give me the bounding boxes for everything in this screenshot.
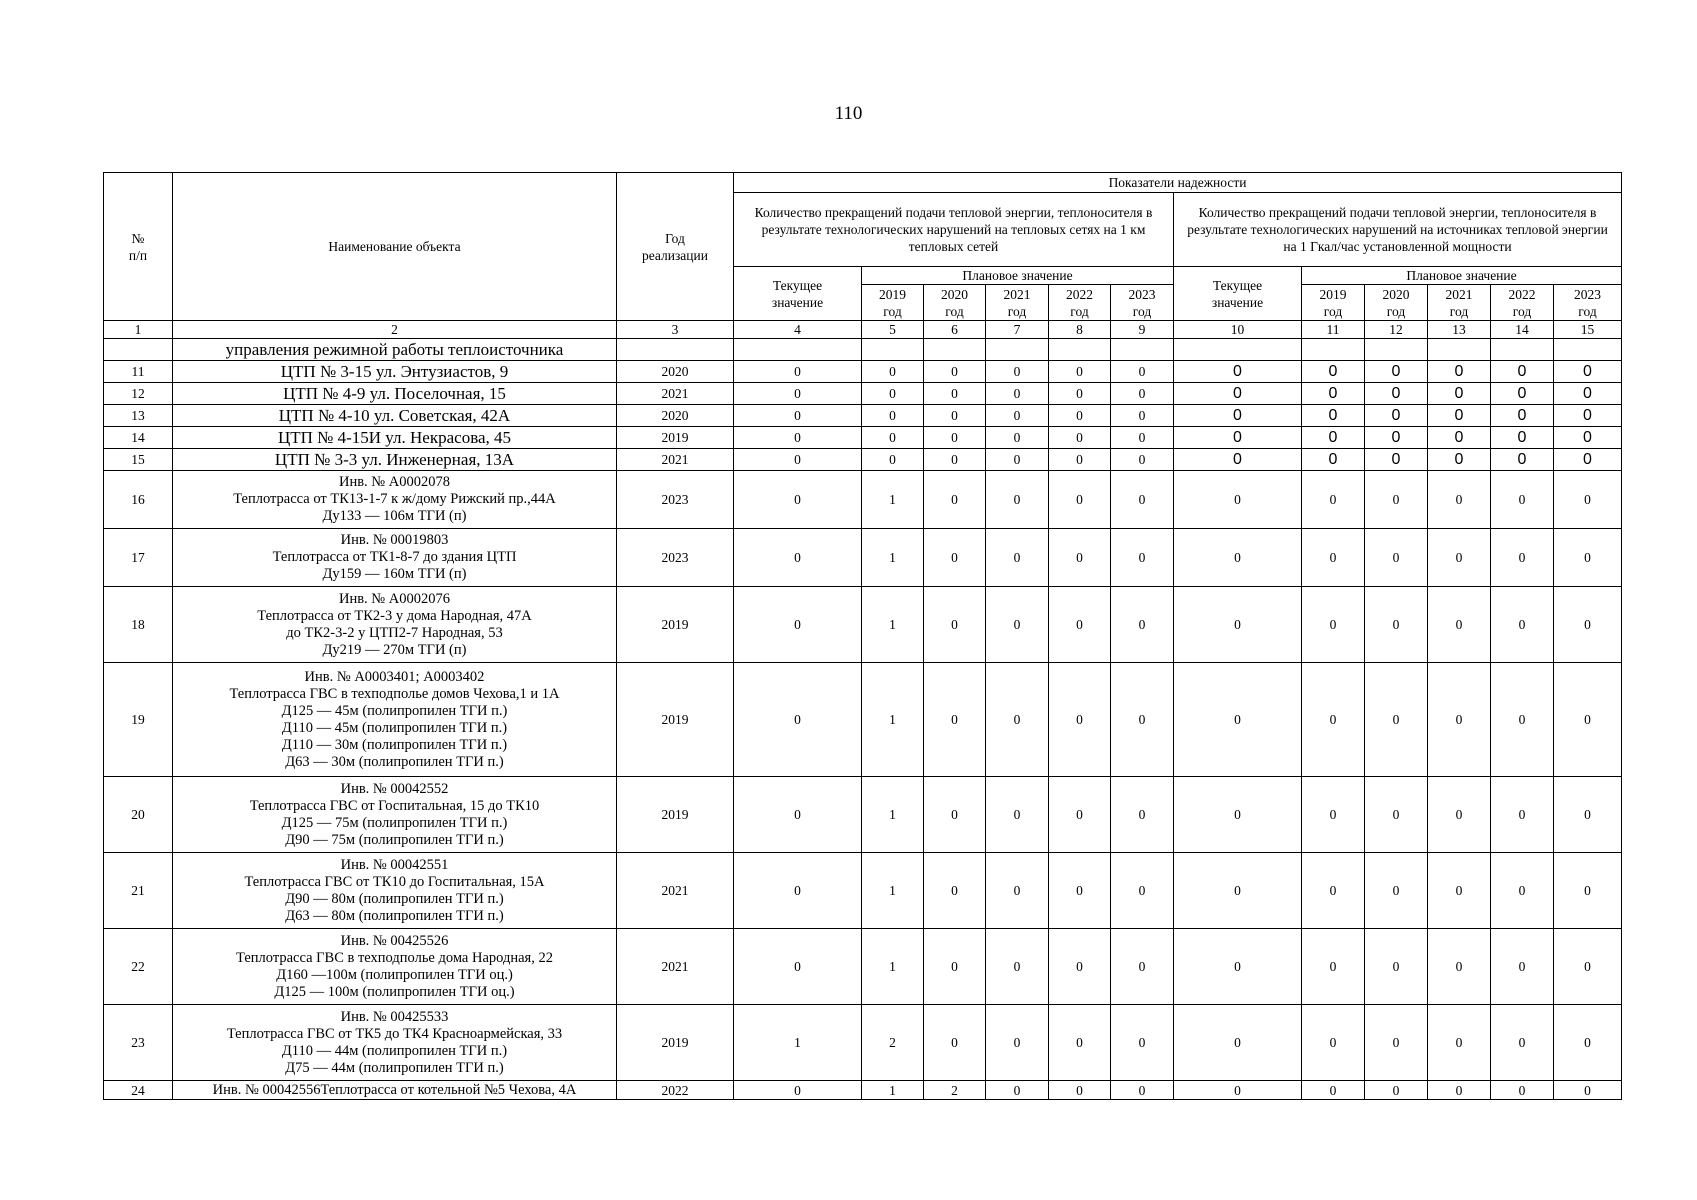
column-number: 2 [173,321,617,339]
value-cell: 0 [1428,587,1491,663]
value-cell: 0 [986,1005,1049,1081]
value-cell: 0 [862,449,924,471]
value-cell: 0 [1302,529,1365,587]
value-cell: 0 [1049,405,1111,427]
value-cell: 0 [862,405,924,427]
value-cell: 0 [1428,777,1491,853]
value-cell: 0 [734,1081,862,1100]
object-name [173,853,617,929]
value-cell: 0 [1428,383,1491,405]
value-cell: 0 [924,1005,986,1081]
value-cell: 0 [1365,1081,1428,1100]
value-cell: 0 [1428,529,1491,587]
value-cell: 0 [1302,427,1365,449]
object-name [173,1005,617,1081]
value-cell: 0 [1428,1005,1491,1081]
object-name-line: Д125 — 100м (полипропилен ТГИ оц.) [274,983,515,1000]
table-row [104,529,1622,587]
row-number: 24 [104,1081,173,1100]
value-cell: 0 [1049,361,1111,383]
value-cell: 0 [1428,449,1491,471]
value-cell: 0 [1365,1005,1428,1081]
value-cell: 0 [1174,929,1302,1005]
value-cell: 0 [734,529,862,587]
object-name-line: Д90 — 75м (полипропилен ТГИ п.) [285,831,504,848]
value-cell: 0 [986,587,1049,663]
table-row [104,471,1622,529]
value-cell: 0 [1302,361,1365,383]
object-name-line: Теплотрасса ГВС от ТК10 до Госпитальная, 15А [244,873,545,890]
column-number: 5 [862,321,924,339]
value-cell: 0 [1111,1081,1174,1100]
value-cell: 0 [1365,361,1428,383]
value-cell: 0 [1554,777,1622,853]
header-planned-1: Плановое значение [862,267,1174,285]
value-cell: 0 [1302,449,1365,471]
continuation-row [104,339,1622,361]
value-cell: 0 [986,427,1049,449]
row-number: 12 [104,383,173,405]
continuation-text: управления режимной работы теплоисточника [173,339,617,361]
value-cell: 0 [1111,929,1174,1005]
object-name [173,529,617,587]
value-cell: 0 [734,427,862,449]
column-number: 10 [1174,321,1302,339]
value-cell: 0 [1554,1005,1622,1081]
value-cell: 0 [1365,663,1428,777]
value-cell: 0 [1554,383,1622,405]
value-cell: 0 [1174,471,1302,529]
header-year-cell: 2023 год [1111,285,1174,321]
implementation-year: 2021 [617,853,734,929]
header-year: Год реализации [617,173,734,321]
implementation-year: 2019 [617,427,734,449]
object-name-line: Д110 — 30м (полипропилен ТГИ п.) [281,736,508,753]
value-cell: 0 [1174,663,1302,777]
value-cell: 1 [862,587,924,663]
value-cell: 0 [924,361,986,383]
value-cell: 0 [1554,427,1622,449]
value-cell: 0 [1111,587,1174,663]
value-cell: 0 [1174,383,1302,405]
implementation-year: 2019 [617,663,734,777]
value-cell: 0 [1302,1081,1365,1100]
value-cell: 1 [862,853,924,929]
value-cell: 0 [1365,929,1428,1005]
value-cell: 0 [986,449,1049,471]
header-year-cell: 2020 год [1365,285,1428,321]
implementation-year: 2021 [617,383,734,405]
value-cell: 0 [1111,405,1174,427]
value-cell: 0 [1365,383,1428,405]
value-cell: 2 [862,1005,924,1081]
object-name-line: Ду159 — 160м ТГИ (п) [322,566,467,582]
object-name [173,663,617,777]
value-cell: 0 [924,471,986,529]
object-name-line: Теплотрасса ГВС в техподполье дома Народная, 22 [236,949,553,966]
value-cell: 0 [1049,663,1111,777]
value-cell: 0 [1554,929,1622,1005]
object-name-line: Ду133 — 106м ТГИ (п) [322,508,467,524]
value-cell: 0 [1302,853,1365,929]
value-cell: 0 [1049,383,1111,405]
value-cell: 0 [1302,929,1365,1005]
value-cell: 0 [924,449,986,471]
value-cell: 0 [1049,449,1111,471]
value-cell: 0 [1111,427,1174,449]
value-cell: 0 [1049,427,1111,449]
object-name-line: Теплотрасса ГВС в техподполье домов Чехова,1 и 1А [229,685,560,702]
value-cell: 0 [1491,1005,1554,1081]
header-group-sources: Количество прекращений подачи тепловой энергии, теплоносителя в результате технологических нарушений на источниках тепловой энергии на 1 Гкал/час установленной мощности [1174,193,1622,267]
value-cell: 0 [1111,449,1174,471]
value-cell: 1 [734,1005,862,1081]
object-name-line: Инв. № 00019803 [340,532,449,548]
implementation-year: 2019 [617,587,734,663]
row-number: 22 [104,929,173,1005]
value-cell: 2 [924,1081,986,1100]
object-name-line: Инв. № 00042551 [340,856,449,873]
header-year-cell: 2021 год [1428,285,1491,321]
table-row [104,853,1622,929]
value-cell: 0 [1428,361,1491,383]
column-number: 8 [1049,321,1111,339]
header-group-networks: Количество прекращений подачи тепловой энергии, теплоносителя в результате технологических нарушений на тепловых сетях на 1 км тепловых сетей [734,193,1174,267]
column-number: 12 [1365,321,1428,339]
row-number: 17 [104,529,173,587]
value-cell: 0 [924,663,986,777]
implementation-year: 2022 [617,1081,734,1100]
object-name-line: Теплотрасса от ТК2-3 у дома Народная, 47А [257,607,532,624]
row-number: 14 [104,427,173,449]
implementation-year: 2019 [617,777,734,853]
object-name-line: Теплотрасса ГВС от Госпитальная, 15 до ТК10 [249,797,540,814]
value-cell: 0 [924,529,986,587]
value-cell: 0 [1491,663,1554,777]
value-cell: 0 [1174,529,1302,587]
header-current-1: Текущее значение [734,267,862,321]
value-cell: 0 [1174,1081,1302,1100]
row-number: 23 [104,1005,173,1081]
object-name-line: Инв. № А0002078 [338,474,450,490]
value-cell: 0 [862,383,924,405]
value-cell: 0 [986,663,1049,777]
implementation-year: 2021 [617,929,734,1005]
table-row [104,587,1622,663]
value-cell: 0 [1365,587,1428,663]
implementation-year: 2019 [617,1005,734,1081]
row-number: 20 [104,777,173,853]
table-row [104,427,1622,449]
value-cell: 0 [924,853,986,929]
value-cell: 0 [1428,853,1491,929]
value-cell: 0 [1491,587,1554,663]
header-year-cell: 2019 год [1302,285,1365,321]
implementation-year: 2020 [617,405,734,427]
value-cell: 0 [1491,405,1554,427]
object-name-line: Д63 — 80м (полипропилен ТГИ п.) [285,907,504,924]
value-cell: 0 [1554,449,1622,471]
object-name-line: Д63 — 30м (полипропилен ТГИ п.) [285,753,504,770]
value-cell: 0 [924,587,986,663]
value-cell: 0 [1174,853,1302,929]
value-cell: 0 [986,929,1049,1005]
value-cell: 0 [986,383,1049,405]
object-name: ЦТП № 3-15 ул. Энтузиастов, 9 [173,361,617,383]
value-cell: 0 [1049,1081,1111,1100]
value-cell: 0 [1365,853,1428,929]
value-cell: 0 [986,1081,1049,1100]
value-cell: 0 [1174,427,1302,449]
value-cell: 0 [1491,471,1554,529]
value-cell: 0 [734,777,862,853]
value-cell: 0 [1302,777,1365,853]
header-name: Наименование объекта [173,173,617,321]
value-cell: 0 [1111,777,1174,853]
value-cell: 0 [1049,853,1111,929]
value-cell: 0 [1491,853,1554,929]
value-cell: 0 [1049,1005,1111,1081]
value-cell: 0 [1111,529,1174,587]
value-cell: 0 [1302,471,1365,529]
value-cell: 0 [1111,663,1174,777]
page-number: 110 [834,103,863,124]
column-numbers-row [104,321,1622,339]
value-cell: 0 [924,427,986,449]
object-name-line: Д110 — 44м (полипропилен ТГИ п.) [281,1042,508,1059]
row-number: 16 [104,471,173,529]
value-cell: 0 [734,663,862,777]
value-cell: 0 [1428,471,1491,529]
value-cell: 0 [734,405,862,427]
value-cell: 0 [1491,427,1554,449]
value-cell: 0 [1365,529,1428,587]
object-name-line: Д90 — 80м (полипропилен ТГИ п.) [285,890,504,907]
value-cell: 0 [986,529,1049,587]
object-name-line: Инв. № А0003401; А0003402 [304,668,485,685]
row-number: 13 [104,405,173,427]
column-number: 7 [986,321,1049,339]
value-cell: 0 [1491,777,1554,853]
value-cell: 0 [1554,529,1622,587]
table-row [104,929,1622,1005]
value-cell: 0 [1174,449,1302,471]
column-number: 3 [617,321,734,339]
value-cell: 0 [1049,529,1111,587]
row-number: 18 [104,587,173,663]
value-cell: 0 [1111,1005,1174,1081]
value-cell: 0 [1049,471,1111,529]
object-name-line: Теплотрасса от ТК1-8-7 до здания ЦТП [272,549,517,565]
object-name-line: до ТК2-3-2 у ЦТП2-7 Народная, 53 [286,624,503,641]
value-cell: 0 [924,777,986,853]
value-cell: 0 [986,471,1049,529]
value-cell: 0 [1302,587,1365,663]
object-name-line: Д125 — 75м (полипропилен ТГИ п.) [281,814,508,831]
value-cell: 1 [862,529,924,587]
value-cell: 0 [1428,1081,1491,1100]
value-cell: 0 [734,471,862,529]
value-cell: 0 [1365,405,1428,427]
value-cell: 0 [734,383,862,405]
value-cell: 0 [1111,383,1174,405]
implementation-year: 2023 [617,529,734,587]
value-cell: 1 [862,929,924,1005]
table-row [104,663,1622,777]
value-cell: 1 [862,1081,924,1100]
value-cell: 0 [1491,383,1554,405]
header-year-cell: 2022 год [1491,285,1554,321]
value-cell: 0 [1554,471,1622,529]
implementation-year: 2021 [617,449,734,471]
value-cell: 0 [1365,449,1428,471]
value-cell: 0 [1111,471,1174,529]
object-name-line: Инв. № 00042556Теплотрасса от котельной №5 Чехова, 4А [212,1081,577,1098]
object-name-line: Инв. № 00425533 [340,1008,449,1025]
table-row [104,383,1622,405]
value-cell: 0 [1554,405,1622,427]
value-cell: 0 [1111,853,1174,929]
value-cell: 0 [986,405,1049,427]
value-cell: 0 [986,853,1049,929]
object-name-line: Д125 — 45м (полипропилен ТГИ п.) [281,702,508,719]
value-cell: 0 [1491,361,1554,383]
header-current-2: Текущее значение [1174,267,1302,321]
object-name: ЦТП № 4-10 ул. Советская, 42А [173,405,617,427]
value-cell: 0 [862,427,924,449]
value-cell: 0 [1174,405,1302,427]
value-cell: 0 [1174,587,1302,663]
object-name-line: Д75 — 44м (полипропилен ТГИ п.) [285,1059,504,1076]
column-number: 14 [1491,321,1554,339]
header-year-cell: 2021 год [986,285,1049,321]
value-cell: 0 [1365,427,1428,449]
value-cell: 0 [1428,663,1491,777]
value-cell: 0 [924,405,986,427]
value-cell: 0 [1428,405,1491,427]
value-cell: 0 [1111,361,1174,383]
value-cell: 0 [924,383,986,405]
value-cell: 0 [1554,663,1622,777]
value-cell: 0 [1491,529,1554,587]
value-cell: 0 [1174,777,1302,853]
header-year-cell: 2022 год [1049,285,1111,321]
header-year-cell: 2023 год [1554,285,1622,321]
table-row [104,1005,1622,1081]
header-year-cell: 2020 год [924,285,986,321]
table-row [104,361,1622,383]
value-cell: 0 [1302,405,1365,427]
value-cell: 1 [862,471,924,529]
object-name-line: Д160 —100м (полипропилен ТГИ оц.) [276,966,513,983]
column-number: 9 [1111,321,1174,339]
value-cell: 0 [1491,1081,1554,1100]
object-name-line: Теплотрасса ГВС от ТК5 до ТК4 Красноармейская, 33 [226,1025,563,1042]
row-number: 19 [104,663,173,777]
value-cell: 0 [1049,777,1111,853]
table-body [104,339,1622,1100]
object-name: ЦТП № 4-9 ул. Поселочная, 15 [173,383,617,405]
row-number: 21 [104,853,173,929]
value-cell: 0 [1554,361,1622,383]
value-cell: 0 [1049,587,1111,663]
object-name [173,777,617,853]
value-cell: 0 [1554,853,1622,929]
column-number: 6 [924,321,986,339]
value-cell: 1 [862,777,924,853]
value-cell: 0 [1428,929,1491,1005]
row-number: 11 [104,361,173,383]
row-number: 15 [104,449,173,471]
value-cell: 0 [1174,361,1302,383]
object-name-line: Инв. № А0002076 [338,590,450,607]
header-reliability: Показатели надежности [734,173,1622,193]
value-cell: 0 [734,853,862,929]
object-name [173,587,617,663]
table-row [104,405,1622,427]
header-year-cell: 2019 год [862,285,924,321]
table-row [104,449,1622,471]
value-cell: 0 [734,361,862,383]
column-number: 1 [104,321,173,339]
object-name: ЦТП № 3-3 ул. Инженерная, 13А [173,449,617,471]
value-cell: 0 [1365,777,1428,853]
column-number: 11 [1302,321,1365,339]
object-name [173,929,617,1005]
table-row [104,777,1622,853]
value-cell: 0 [1302,663,1365,777]
value-cell: 0 [1428,427,1491,449]
object-name [173,1081,617,1100]
header-planned-2: Плановое значение [1302,267,1622,285]
value-cell: 0 [1302,383,1365,405]
value-cell: 0 [1554,587,1622,663]
value-cell: 0 [734,929,862,1005]
column-number: 15 [1554,321,1622,339]
implementation-year: 2023 [617,471,734,529]
object-name-line: Инв. № 00425526 [340,932,449,949]
value-cell: 0 [1491,929,1554,1005]
value-cell: 1 [862,663,924,777]
object-name-line: Ду219 — 270м ТГИ (п) [322,641,467,658]
table-row [104,1081,1622,1100]
object-name-line: Теплотрасса от ТК13-1-7 к ж/дому Рижский пр.,44А [233,491,556,507]
value-cell: 0 [924,929,986,1005]
reliability-table [103,172,1622,1100]
column-number: 13 [1428,321,1491,339]
header-num: № п/п [104,173,173,321]
value-cell: 0 [986,777,1049,853]
object-name: ЦТП № 4-15И ул. Некрасова, 45 [173,427,617,449]
value-cell: 0 [734,587,862,663]
value-cell: 0 [1302,1005,1365,1081]
column-number: 4 [734,321,862,339]
value-cell: 0 [1174,1005,1302,1081]
value-cell: 0 [734,449,862,471]
object-name-line: Д110 — 45м (полипропилен ТГИ п.) [281,719,508,736]
object-name [173,471,617,529]
value-cell: 0 [1049,929,1111,1005]
value-cell: 0 [1365,471,1428,529]
value-cell: 0 [986,361,1049,383]
value-cell: 0 [1554,1081,1622,1100]
implementation-year: 2020 [617,361,734,383]
value-cell: 0 [862,361,924,383]
object-name-line: Инв. № 00042552 [340,780,449,797]
value-cell: 0 [1491,449,1554,471]
